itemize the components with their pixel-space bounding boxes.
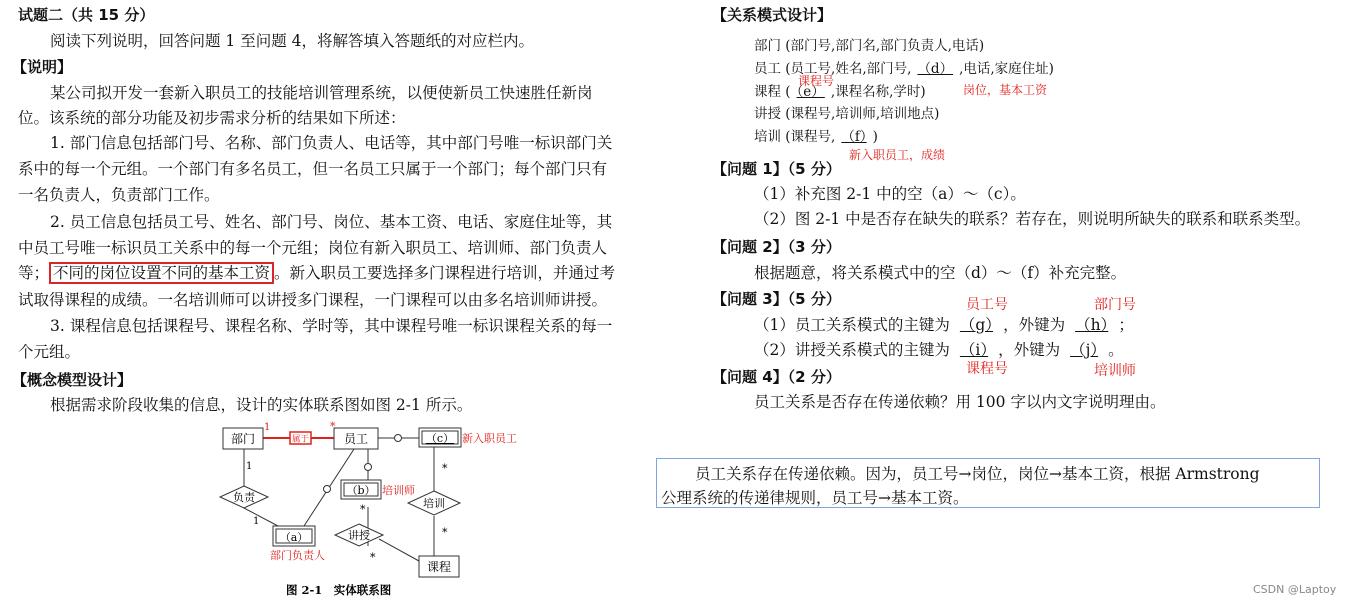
- blank-j: （j）: [1070, 341, 1099, 359]
- intro-text: 阅读下列说明，回答问题 1 至问题 4，将解答填入答题纸的对应栏内。: [50, 32, 535, 50]
- para2-text: 。新入职员工要选择多门课程进行培训，并通过考: [274, 264, 616, 282]
- entity-a: [273, 526, 315, 546]
- note-e: 课程号: [798, 74, 835, 88]
- card-label: *: [442, 526, 448, 539]
- relation-text: 培训 (课程号,: [754, 129, 836, 145]
- note-new-employee: 新入职员工: [462, 432, 517, 445]
- svg-text:属于: 属于: [291, 434, 310, 445]
- relation-train: [754, 125, 878, 145]
- q3-text: （1）员工关系模式的主键为: [754, 316, 950, 334]
- blank-i: （i）: [959, 341, 989, 359]
- note-j: 培训师: [1094, 363, 1136, 379]
- card-label: 1: [246, 461, 253, 472]
- q1-heading: 【问题 1】（5 分）: [712, 160, 841, 178]
- card-label: 1: [264, 422, 271, 433]
- q4-item: 员工关系是否存在传递依赖？用 100 字以内文字说明理由。: [754, 393, 1166, 411]
- svg-text:（c）: （c）: [425, 432, 455, 445]
- q1-item: （1）补充图 2-1 中的空（a）～（c）。: [754, 185, 1026, 203]
- para1-line: 一名负责人，负责部门工作。: [18, 186, 220, 204]
- q2-item: 根据题意，将关系模式中的空（d）～（f）补充完整。: [754, 264, 1127, 282]
- relation-heading: 【关系模式设计】: [712, 6, 833, 24]
- rel-belong: [290, 432, 311, 445]
- note-d: 岗位，基本工资: [963, 83, 1048, 97]
- highlight-box: 不同的岗位设置不同的基本工资: [49, 262, 274, 284]
- description-heading: 【说明】: [12, 58, 73, 76]
- para2-text: 等；: [18, 264, 50, 282]
- svg-text:培训: 培训: [423, 497, 445, 510]
- watermark: CSDN @Laptoy: [1253, 583, 1337, 596]
- q3-text: ，外键为: [998, 341, 1061, 359]
- note-i: 课程号: [966, 361, 1008, 377]
- relation-text: ,电话,家庭住址): [959, 61, 1054, 77]
- svg-text:课程: 课程: [426, 560, 452, 574]
- q2-heading: 【问题 2】（3 分）: [712, 238, 841, 256]
- q3-heading: 【问题 3】（5 分）: [712, 290, 841, 308]
- blank-g: （g）: [959, 316, 994, 334]
- para2-line: 试取得课程的成绩。一名培训师可以讲授多门课程，一门课程可以由多名培训师讲授。: [18, 291, 608, 309]
- desc-line: 位。该系统的部分功能及初步需求分析的结果如下所述：: [18, 109, 406, 127]
- para2-line: 2. 员工信息包括员工号、姓名、部门号、岗位、基本工资、电话、家庭住址等，其: [50, 213, 613, 231]
- card-label: 1: [253, 516, 260, 527]
- rel-teach: [335, 524, 383, 546]
- concept-heading: 【概念模型设计】: [12, 371, 133, 389]
- blank-h: （h）: [1075, 316, 1109, 334]
- q3-text: 。: [1108, 341, 1124, 359]
- entity-course: [419, 556, 459, 577]
- svg-text:员工: 员工: [343, 432, 369, 446]
- entity-dept: [223, 428, 263, 449]
- answer-line: 员工关系存在传递依赖。因为，员工号→岗位，岗位→基本工资，根据 Armstrong: [695, 465, 1260, 483]
- note-dept-head: 部门负责人: [270, 549, 325, 562]
- relation-text: 课程 (: [754, 84, 791, 100]
- q1-item: （2）图 2-1 中是否存在缺失的联系？若存在，则说明所缺失的联系和联系类型。: [754, 210, 1311, 228]
- para2-line: 中员工号唯一标识员工关系中的每一个元组；岗位有新入职员工、培训师、部门负责人: [18, 239, 608, 257]
- para1-line: 系中的每一个元组。一个部门有多名员工，但一名员工只属于一个部门；每个部门只有: [18, 160, 608, 178]
- para2-line: [18, 261, 615, 283]
- card-label: *: [370, 551, 376, 564]
- figure-caption: 图 2-1 实体联系图: [286, 583, 392, 597]
- card-label: *: [360, 503, 366, 516]
- note-h: 部门号: [1094, 297, 1136, 313]
- desc-line: 某公司拟开发一套新入职员工的技能培训管理系统，以便使新员工快速胜任新岗: [50, 84, 593, 102]
- para3-line: 个元组。: [18, 343, 81, 361]
- relation-course: [754, 80, 926, 100]
- answer-line: 公理系统的传递律规则，员工号→基本工资。: [661, 489, 969, 507]
- er-diagram: [216, 416, 536, 605]
- svg-text:部门: 部门: [230, 432, 256, 446]
- rel-train: [408, 491, 460, 515]
- q3-text: ；: [1118, 316, 1134, 334]
- card-label: *: [442, 462, 448, 475]
- para1-line: 1. 部门信息包括部门号、名称、部门负责人、电话等，其中部门号唯一标识部门关: [50, 134, 613, 152]
- para3-line: 3. 课程信息包括课程号、课程名称、学时等，其中课程号唯一标识课程关系的每一: [50, 317, 613, 335]
- entity-b: [341, 480, 381, 499]
- note-f: 新入职员工，成绩: [849, 148, 946, 162]
- relation-text: 员工 (员工号,姓名,部门号,: [754, 61, 912, 77]
- entity-c: [419, 428, 461, 447]
- relation-teach: 讲授 (课程号,培训师,培训地点): [754, 106, 940, 122]
- note-g: 员工号: [966, 297, 1008, 313]
- relation-text: ,课程名称,学时): [830, 84, 926, 100]
- note-trainer: 培训师: [382, 484, 415, 497]
- question-title: 试题二（共 15 分）: [18, 6, 155, 24]
- answer-box: [656, 458, 1320, 508]
- card-label: *: [330, 420, 336, 433]
- q3-item: [754, 338, 1124, 360]
- blank-d: （d）: [917, 61, 954, 77]
- svg-text:（a）: （a）: [279, 531, 309, 544]
- svg-text:负责: 负责: [233, 491, 255, 504]
- q3-text: ，外键为: [1003, 316, 1066, 334]
- q3-item: [754, 313, 1134, 335]
- svg-text:（b）: （b）: [346, 484, 376, 497]
- q3-text: （2）讲授关系模式的主键为: [754, 341, 950, 359]
- blank-e: （e）: [796, 84, 825, 100]
- relation-text: ): [872, 129, 878, 145]
- er-diagram-svg: [216, 416, 536, 601]
- relation-dept: 部门 (部门号,部门名,部门负责人,电话): [754, 38, 985, 54]
- q4-heading: 【问题 4】（2 分）: [712, 368, 841, 386]
- rel-head: [220, 486, 268, 508]
- svg-text:讲授: 讲授: [348, 529, 370, 542]
- blank-f: （f）: [841, 129, 867, 145]
- entity-employee: [334, 428, 378, 449]
- concept-text: 根据需求阶段收集的信息，设计的实体联系图如图 2-1 所示。: [50, 396, 473, 414]
